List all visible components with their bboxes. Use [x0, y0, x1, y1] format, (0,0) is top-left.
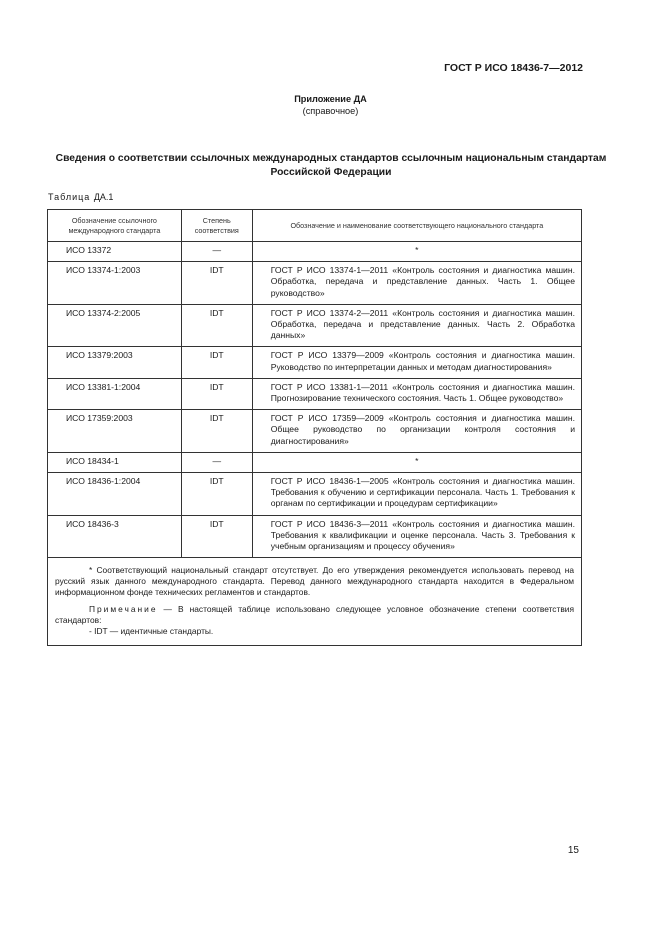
- cell-degree: IDT: [181, 515, 252, 558]
- cell-national-text: ГОСТ Р ИСО 18436-3—2011 «Контроль состояния и диагностика машин. Требования к квалификации и оценке персонала. Часть 3. Требования к учебным организациям и процессу обучения»: [270, 518, 575, 552]
- table-row: [48, 515, 582, 558]
- table-row: [48, 347, 582, 378]
- cell-ref: ИСО 13379:2003: [48, 347, 182, 378]
- cell-national-text: ГОСТ Р ИСО 17359—2009 «Контроль состояния и диагностика машин. Общее руководство по организации контроля состояния и диагностирования»: [270, 413, 575, 446]
- appendix-title: Приложение ДА: [294, 94, 367, 104]
- table-row: [48, 304, 582, 347]
- table-row: [48, 452, 582, 472]
- page-number: 15: [567, 845, 579, 856]
- cell-national-text: ГОСТ Р ИСО 13374-1—2011 «Контроль состояния и диагностика машин. Обработка, передача и представление данных. Часть 1. Общее руководство»: [270, 265, 575, 298]
- cell-degree: IDT: [181, 304, 252, 347]
- cell-degree: —: [181, 242, 252, 262]
- document-id: ГОСТ Р ИСО 18436-7—2012: [444, 62, 583, 74]
- cell-degree: IDT: [181, 347, 252, 378]
- cell-degree: IDT: [181, 378, 252, 409]
- cell-ref: ИСО 18436-1:2004: [48, 473, 182, 516]
- cell-national: [252, 304, 581, 347]
- cell-ref: ИСО 18434-1: [48, 452, 182, 472]
- appendix-subtitle: (справочное): [302, 106, 359, 116]
- table-caption: [48, 192, 113, 202]
- correspondence-table: [47, 209, 582, 646]
- cell-national: [252, 410, 581, 453]
- header-degree: Степень соответствия: [181, 210, 252, 242]
- cell-degree: IDT: [181, 262, 252, 305]
- cell-national: [252, 473, 581, 516]
- cell-national-text: ГОСТ Р ИСО 18436-1—2005 «Контроль состояния и диагностика машин. Требования к обучению и сертификации персонала. Часть 1. Требования к органам по сертификации и процедурам сертификации»: [270, 476, 575, 509]
- cell-ref: ИСО 13381-1:2004: [48, 378, 182, 409]
- table-row: [48, 262, 582, 305]
- cell-national-text: ГОСТ Р ИСО 13374-2—2011 «Контроль состояния и диагностика машин. Обработка, передача и представление данных. Часть 2. Обработка данных»: [270, 307, 575, 341]
- cell-national: [252, 347, 581, 378]
- table-caption-number: ДА.1: [93, 192, 114, 202]
- table-row: [48, 410, 582, 453]
- cell-degree: IDT: [181, 410, 252, 453]
- table-row: [48, 473, 582, 516]
- cell-ref: ИСО 13374-2:2005: [48, 304, 182, 347]
- note-text: — В настоящей таблице использовано следующее условное обозначение степени соответствия стандартов:: [55, 604, 574, 626]
- table-row: [48, 242, 582, 262]
- cell-ref: ИСО 17359:2003: [48, 410, 182, 453]
- cell-national: [252, 515, 581, 558]
- table-caption-label: Таблица: [48, 192, 91, 202]
- cell-national-text: ГОСТ Р ИСО 13379—2009 «Контроль состояния и диагностика машин. Руководство по интерпретации данных и методам диагностирования»: [270, 350, 575, 372]
- cell-ref: ИСО 13372: [48, 242, 182, 262]
- footnote: * Соответствующий национальный стандарт отсутствует. До его утверждения рекомендуется использовать перевод на русский язык данного международного стандарта. Перевод данного международного стандарта находится в Федеральном информационном фонде технических регламентов и стандартов.: [55, 565, 574, 598]
- cell-degree: —: [181, 452, 252, 472]
- cell-national: [252, 262, 581, 305]
- table-header-row: [48, 210, 582, 242]
- section-title: Сведения о соответствии ссылочных международных стандартов ссылочным национальным стандартам Российской Федерации: [55, 153, 607, 178]
- cell-national: *: [252, 452, 581, 472]
- cell-ref: ИСО 13374-1:2003: [48, 262, 182, 305]
- header-ref-standard: Обозначение ссылочного международного стандарта: [48, 210, 182, 242]
- cell-national: *: [252, 242, 581, 262]
- note-item: - IDT — идентичные стандарты.: [89, 626, 214, 637]
- table-row: [48, 378, 582, 409]
- cell-degree: IDT: [181, 473, 252, 516]
- cell-national-text: ГОСТ Р ИСО 13381-1—2011 «Контроль состояния и диагностика машин. Прогнозирование технического состояния. Часть 1. Общее руководство»: [270, 381, 575, 404]
- cell-national: [252, 378, 581, 409]
- note-label: Примечание: [89, 604, 158, 615]
- table-notes-row: [48, 558, 582, 646]
- table-notes: [48, 558, 582, 646]
- appendix-heading: [0, 93, 661, 117]
- note: [55, 604, 574, 626]
- header-national-standard: Обозначение и наименование соответствующего национального стандарта: [252, 210, 581, 242]
- cell-ref: ИСО 18436-3: [48, 515, 182, 558]
